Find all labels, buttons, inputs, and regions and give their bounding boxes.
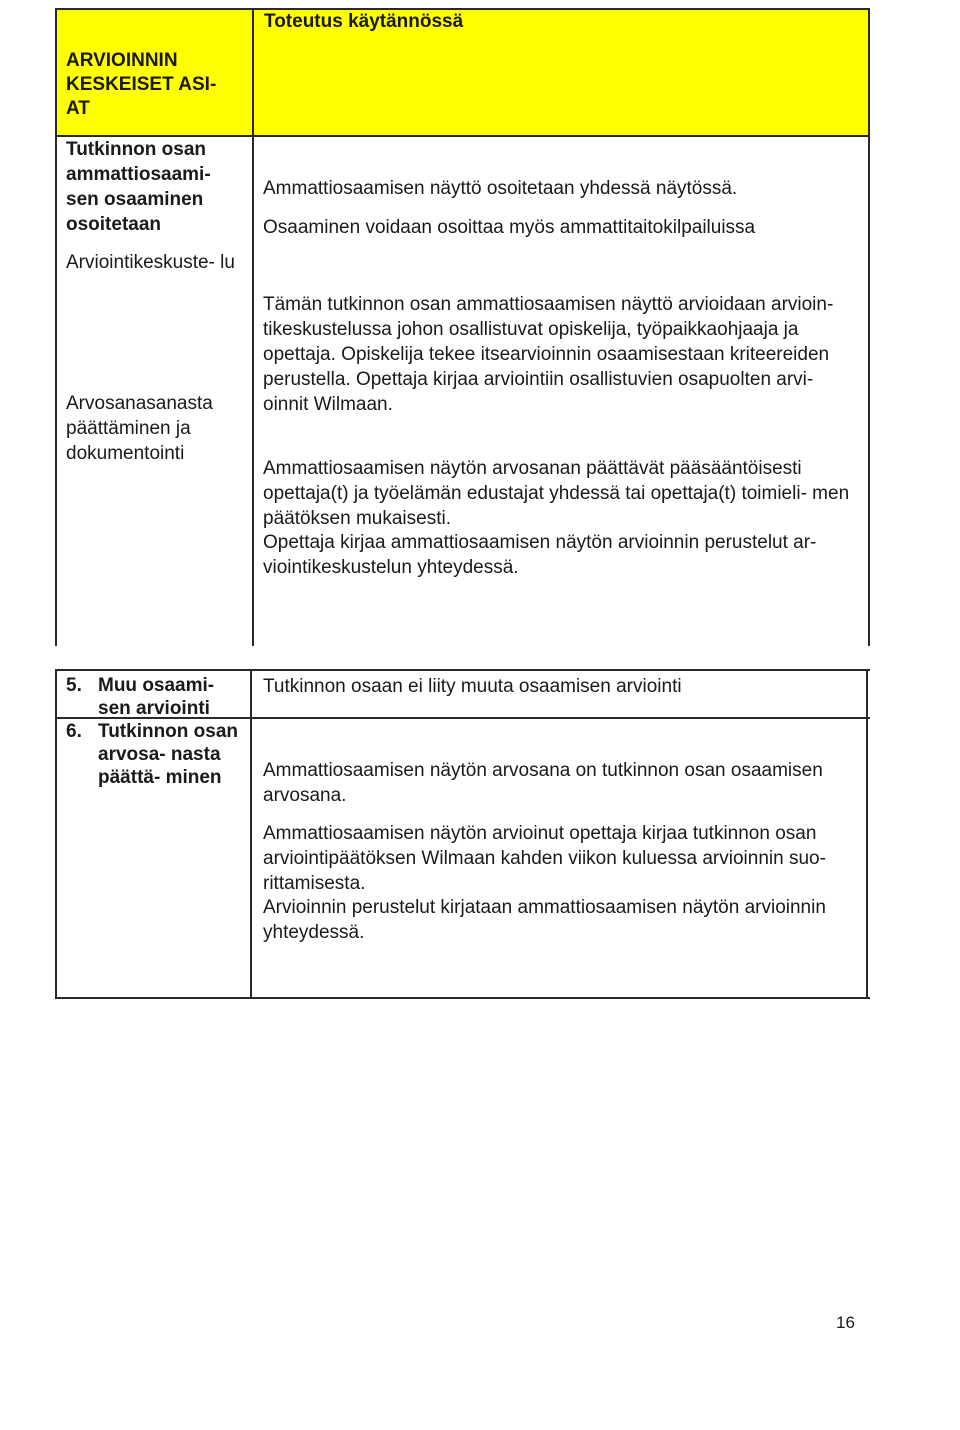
column-divider <box>252 8 254 646</box>
label-muu-osaamisen-arviointi <box>66 674 246 720</box>
text-muu-arviointi: Tutkinnon osaan ei liity muuta osaamisen arviointi <box>263 676 682 697</box>
text-ammattitaitokilpailut: Osaaminen voidaan osoittaa myös ammattitaitokilpailuissa <box>263 217 756 238</box>
table-right-border <box>868 8 870 646</box>
text-arviointipaatos-wilma: Ammattiosaamisen näytön arvioinut opettaja kirjaa tutkinnon osan arviointipäätöksen Wilmaan kahden viikon kuluessa arvioinnin suo- rittamisesta. <box>263 823 826 894</box>
table2-right-border <box>866 669 868 999</box>
table2-column-divider <box>250 669 252 999</box>
label-arvosanasta-paattaminen <box>66 720 246 789</box>
table-left-border <box>55 8 57 646</box>
page-number: 16 <box>836 1313 855 1332</box>
text-arvosana-osaaminen: Ammattiosaamisen näytön arvosana on tutkinnon osan osaamisen arvosana. <box>263 760 823 806</box>
label-arvosana-dokumentointi: Arvosanasanasta päättäminen ja dokumentointi <box>66 393 213 464</box>
table2-left-border <box>55 669 57 999</box>
text-perustelut-kirjaus: Opettaja kirjaa ammattiosaamisen näytön arvioinnin perustelut ar- viointikeskustelun yhteydessä. <box>263 532 817 578</box>
label-muu-number: 5. <box>66 675 82 696</box>
label-paattaminen-text: Tutkinnon osan arvosa- nasta päättä- minen <box>98 721 239 788</box>
table2-bottom-border <box>55 997 870 999</box>
label-paattaminen-number: 6. <box>66 721 82 742</box>
label-osoitetaan: Tutkinnon osan ammattiosaami- sen osaaminen osoitetaan <box>66 139 211 235</box>
text-arvosanan-paattaminen: Ammattiosaamisen näytön arvosanan päättävät pääsääntöisesti opettaja(t) ja työelämän edustajat yhdessä tai opettaja(t) toimieli- men päätöksen mukaisesti. <box>263 458 850 529</box>
text-arvioinnin-perustelut: Arvioinnin perustelut kirjataan ammattiosaamisen näytön arvioinnin yhteydessä. <box>263 897 826 943</box>
header-right-title: Toteutus käytännössä <box>264 11 464 32</box>
label-muu-text: Muu osaami- sen arviointi <box>98 675 215 719</box>
table2-top-border <box>55 669 870 671</box>
header-left-title: ARVIOINNIN KESKEISET ASI- AT <box>66 50 217 119</box>
label-arviointikeskustelu: Arviointikeskuste- lu <box>66 252 235 273</box>
text-nayton-osoitus: Ammattiosaamisen näyttö osoitetaan yhdessä näytössä. <box>263 178 738 199</box>
text-arviointikeskustelu: Tämän tutkinnon osan ammattiosaamisen näyttö arvioidaan arvioin- tikeskustelussa johon osallistuvat opiskelija, työpaikkaohjaaja ja opettaja. Opiskelija tekee itsearvioinnin osaamisestaan kriteereiden perustella. Opettaja kirjaa arviointiin osallistuvien osapuolten arvi- oinnit Wilmaan. <box>263 294 834 415</box>
